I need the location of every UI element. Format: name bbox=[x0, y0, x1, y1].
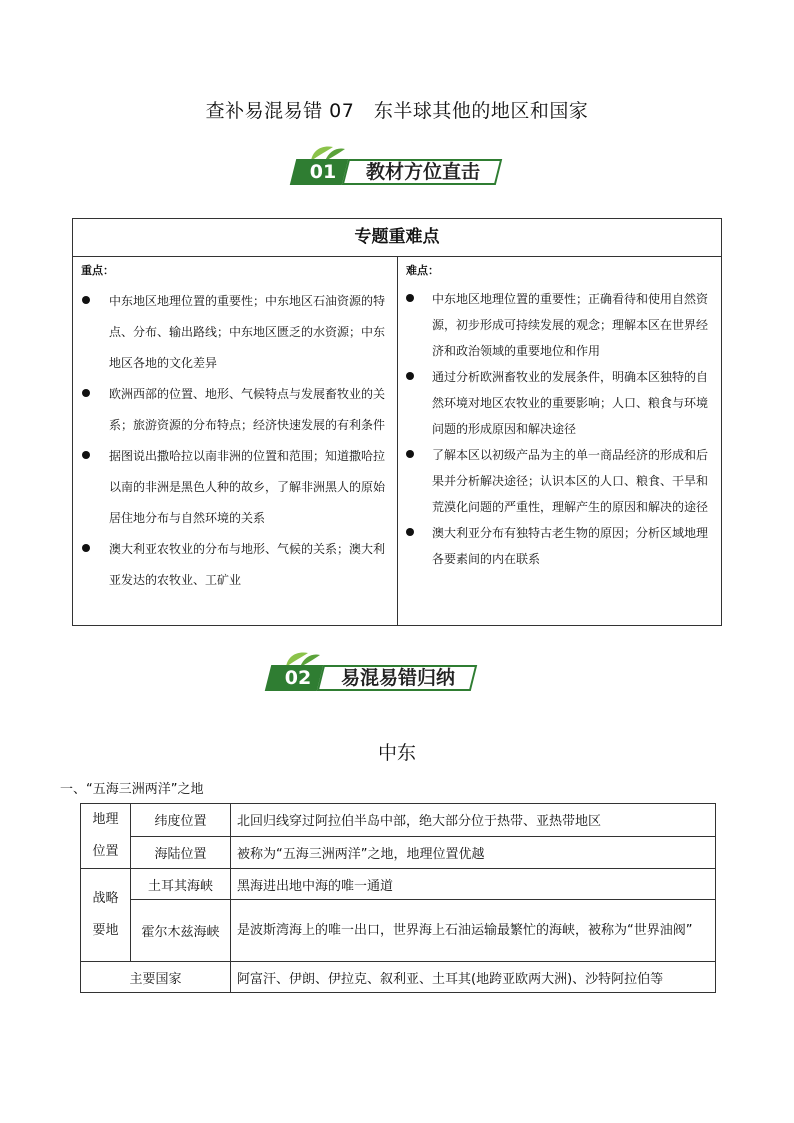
table-heading: 专题重难点 bbox=[73, 219, 721, 257]
table-row bbox=[81, 804, 716, 837]
value-cell: 北回归线穿过阿拉伯半岛中部，绝大部分位于热带、亚热带地区 bbox=[231, 804, 716, 837]
bullet-dot-icon bbox=[406, 528, 414, 536]
section-number: 01 bbox=[309, 161, 337, 183]
list-item: 通过分析欧洲畜牧业的发展条件，明确本区独特的自然环境对地区农牧业的重要影响；人口、粮食与环境问题的形成原因和解决途径 bbox=[398, 364, 721, 442]
list-item: 欧洲西部的位置、地形、气候特点与发展畜牧业的关系；旅游资源的分布特点；经济快速发展的有利条件 bbox=[73, 379, 397, 441]
label-cell: 土耳其海峡 bbox=[131, 869, 231, 900]
table-row bbox=[81, 962, 716, 993]
label-cell: 海陆位置 bbox=[131, 836, 231, 869]
difficult-points-title: 难点： bbox=[406, 264, 439, 277]
value-cell: 黑海进出地中海的唯一通道 bbox=[231, 869, 716, 900]
value-cell: 被称为“五海三洲两洋”之地，地理位置优越 bbox=[231, 836, 716, 869]
bullet-dot-icon bbox=[82, 544, 90, 552]
bullet-dot-icon bbox=[406, 450, 414, 458]
bullet-dot-icon bbox=[406, 372, 414, 380]
key-points-column bbox=[73, 256, 398, 625]
section-banner-2 bbox=[268, 649, 498, 693]
middle-east-table bbox=[80, 803, 716, 993]
section-label: 易混易错归纳 bbox=[340, 667, 455, 689]
region-heading: 中东 bbox=[377, 742, 416, 764]
table-row bbox=[81, 869, 716, 900]
label-cell: 主要国家 bbox=[81, 962, 231, 993]
key-difficult-points-table bbox=[72, 218, 722, 626]
value-cell: 阿富汗、伊朗、伊拉克、叙利亚、土耳其(地跨亚欧两大洲)、沙特阿拉伯等 bbox=[231, 962, 716, 993]
value-cell: 是波斯湾海上的唯一出口，世界海上石油运输最繁忙的海峡，被称为“世界油阀” bbox=[231, 900, 716, 962]
key-points-title: 重点： bbox=[81, 264, 114, 277]
list-item: 澳大利亚农牧业的分布与地形、气候的关系；澳大利亚发达的农牧业、工矿业 bbox=[73, 534, 397, 596]
group-cell: 战略要地 bbox=[81, 869, 131, 962]
table-row bbox=[81, 836, 716, 869]
bullet-dot-icon bbox=[82, 451, 90, 459]
table-row bbox=[81, 900, 716, 962]
section-banner-1 bbox=[293, 143, 523, 187]
list-item: 中东地区地理位置的重要性；中东地区石油资源的特点、分布、输出路线；中东地区匮乏的水资源；中东地区各地的文化差异 bbox=[73, 286, 397, 379]
list-item: 据图说出撒哈拉以南非洲的位置和范围；知道撒哈拉以南的非洲是黑色人种的故乡，了解非洲黑人的原始居住地分布与自然环境的关系 bbox=[73, 441, 397, 534]
list-item: 澳大利亚分布有独特古老生物的原因；分析区域地理各要素间的内在联系 bbox=[398, 520, 721, 572]
label-cell: 霍尔木兹海峡 bbox=[131, 900, 231, 962]
section-number: 02 bbox=[284, 667, 312, 689]
bullet-dot-icon bbox=[82, 296, 90, 304]
section-label: 教材方位直击 bbox=[365, 161, 480, 183]
list-item: 了解本区以初级产品为主的单一商品经济的形成和后果并分析解决途径；认识本区的人口、粮食、干旱和荒漠化问题的严重性，理解产生的原因和解决的途径 bbox=[398, 442, 721, 520]
group-cell: 地理位置 bbox=[81, 804, 131, 869]
bullet-dot-icon bbox=[406, 294, 414, 302]
bullet-dot-icon bbox=[82, 389, 90, 397]
list-item: 中东地区地理位置的重要性；正确看待和使用自然资源，初步形成可持续发展的观念；理解本区在世界经济和政治领域的重要地位和作用 bbox=[398, 286, 721, 364]
difficult-points-column bbox=[398, 256, 721, 625]
intro-line: 一、“五海三洲两洋”之地 bbox=[60, 782, 204, 797]
label-cell: 纬度位置 bbox=[131, 804, 231, 837]
page-title: 查补易混易错 07 东半球其他的地区和国家 bbox=[205, 100, 589, 122]
